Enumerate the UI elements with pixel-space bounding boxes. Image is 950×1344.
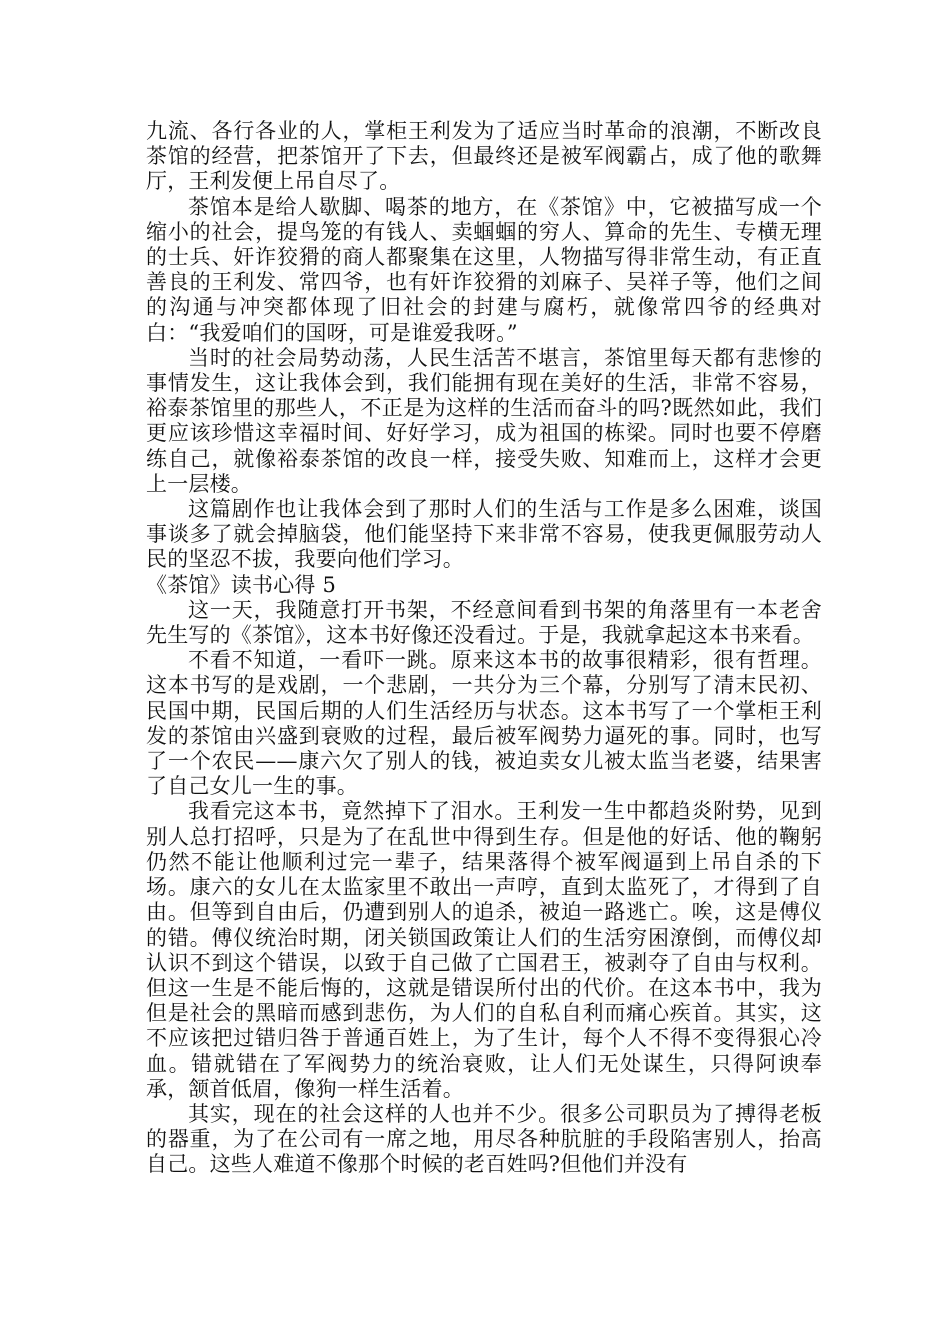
section-heading: 《茶馆》读书心得 5	[146, 572, 337, 597]
paragraph-continuation: 九流、各行各业的人，掌柜王利发为了适应当时革命的浪潮，不断改良茶馆的经营，把茶馆开了下去，但最终还是被军阀霸占，成了他的歌舞厅，王利发便上吊自尽了。	[146, 119, 822, 194]
paragraph: 我看完这本书，竟然掉下了泪水。王利发一生中都趋炎附势，见到别人总打招呼，只是为了在乱世中得到生存。但是他的好话、他的鞠躬仍然不能让他顺利过完一辈子，结果落得个被军阀逼到上吊自杀的下场。康六的女儿在太监家里不敢出一声哼，直到太监死了，才得到了自由。但等到自由后，仍遭到别人的追杀，被迫一路逃亡。唉，这是傅仪的错。傅仪统治时期，闭关锁国政策让人们的生活穷困潦倒，而傅仪却认识不到这个错误，以致于自己做了亡国君王，被剥夺了自由与权利。但这一生是不能后悔的，这就是错误所付出的代价。在这本书中，我为但是社会的黑暗而感到悲伤，为人们的自私自利而痛心疾首。其实，这不应该把过错归咎于普通百姓上，为了生计，每个人不得不变得狠心冷血。错就错在了军阀势力的统治衰败，让人们无处谋生，只得阿谀奉承，颔首低眉，像狗一样生活着。	[146, 799, 822, 1101]
document-body	[146, 119, 822, 1178]
paragraph: 这一天，我随意打开书架，不经意间看到书架的角落里有一本老舍先生写的《茶馆》，这本书好像还没看过。于是，我就拿起这本书来看。	[146, 597, 822, 648]
paragraph: 当时的社会局势动荡，人民生活苦不堪言，茶馆里每天都有悲惨的事情发生，这让我体会到，我们能拥有现在美好的生活，非常不容易，裕泰茶馆里的那些人，不正是为这样的生活而奋斗的吗?既然如此，我们更应该珍惜这幸福时间、好好学习，成为祖国的栋梁。同时也要不停磨练自己，就像裕泰茶馆的改良一样，接受失败、知难而上，这样才会更上一层楼。	[146, 345, 822, 496]
paragraph: 其实，现在的社会这样的人也并不少。很多公司职员为了搏得老板的器重，为了在公司有一席之地，用尽各种肮脏的手段陷害别人，抬高自己。这些人难道不像那个时候的老百姓吗?但他们并没有	[146, 1101, 822, 1177]
paragraph: 这篇剧作也让我体会到了那时人们的生活与工作是多么困难，谈国事谈多了就会掉脑袋，他们能坚持下来非常不容易，使我更佩服劳动人民的坚忍不拔，我要向他们学习。	[146, 497, 822, 572]
paragraph: 茶馆本是给人歇脚、喝茶的地方，在《茶馆》中，它被描写成一个缩小的社会，提鸟笼的有钱人、卖蝈蝈的穷人、算命的先生、专横无理的士兵、奸诈狡猾的商人都聚集在这里，人物描写得非常生动，有正直善良的王利发、常四爷，也有奸诈狡猾的刘麻子、吴祥子等，他们之间的沟通与冲突都体现了旧社会的封建与腐朽，就像常四爷的经典对白：“我爱咱们的国呀，可是谁爱我呀。”	[146, 194, 822, 345]
paragraph: 不看不知道，一看吓一跳。原来这本书的故事很精彩，很有哲理。这本书写的是戏剧，一个悲剧，一共分为三个幕，分别写了清末民初、民国中期，民国后期的人们生活经历与状态。这本书写了一个掌柜王利发的茶馆由兴盛到衰败的过程，最后被军阀势力逼死的事。同时，也写了一个农民——康六欠了别人的钱，被迫卖女儿被太监当老婆，结果害了自己女儿一生的事。	[146, 648, 822, 799]
